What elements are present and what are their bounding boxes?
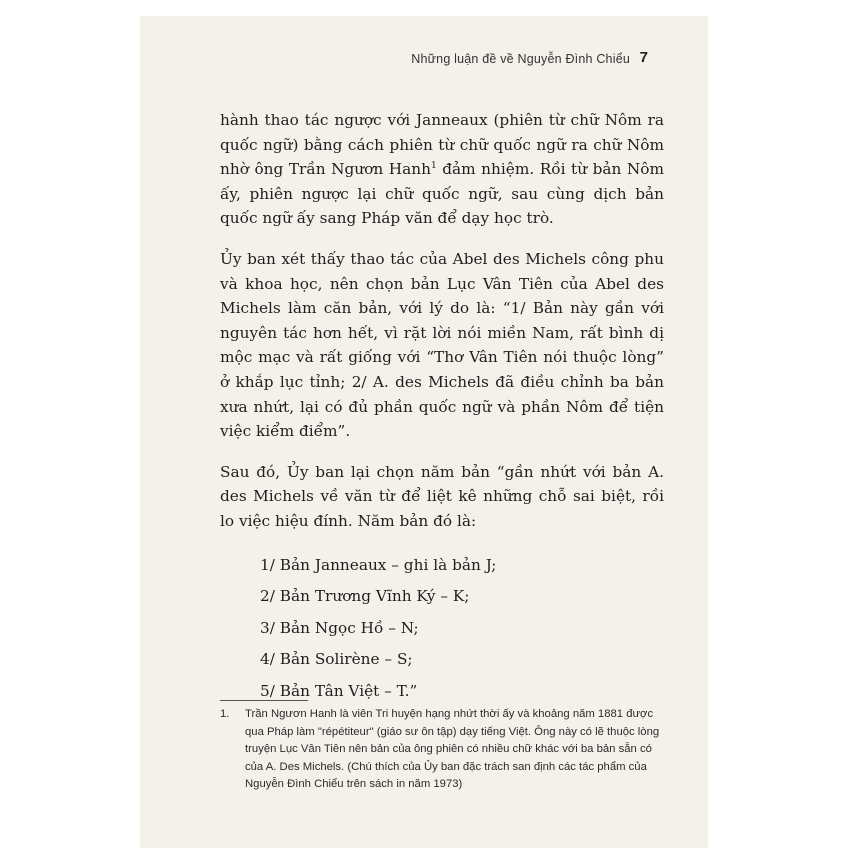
body-text	[220, 108, 664, 707]
edition-list	[260, 550, 664, 708]
footnote-divider	[220, 700, 308, 701]
paragraph-1-text-b: đảm nhiệm. Rồi từ bản Nôm ấy, phiên ngược lại chữ quốc ngữ, sau cùng dịch bản quốc ngữ ấy sang Pháp văn để dạy học trò.	[220, 160, 664, 228]
paragraph-3: Sau đó, Ủy ban lại chọn năm bản “gần nhứt với bản A. des Michels về văn từ để liệt kê những chỗ sai biệt, rồi lo việc hiệu đính. Năm bản đó là:	[220, 462, 664, 530]
footnote-marker: 1	[430, 161, 437, 172]
paragraph-2: Ủy ban xét thấy thao tác của Abel des Michels công phu và khoa học, nên chọn bản Lục Vân Tiên của Abel des Michels làm căn bản, với lý do là: “1/ Bản này gần với nguyên tác hơn hết, vì rặt lời nói miền Nam, rất bình dị mộc mạc và rất giống với “Thơ Vân Tiên nói thuộc lòng” ở khắp lục tỉnh; 2/ A. des Michels đã điều chỉnh ba bản xưa nhứt, lại có đủ phần quốc ngữ và phần Nôm để tiện việc kiểm điểm”.	[220, 249, 664, 441]
paragraph-1-text-a: hành thao tác ngược với Janneaux (phiên từ chữ Nôm ra quốc ngữ) bằng cách phiên từ chữ quốc ngữ ra chữ Nôm nhờ ông Trần Ngươn Hanh	[220, 111, 664, 179]
list-item: 2/ Bản Trương Vĩnh Ký – K;	[260, 587, 470, 605]
page-number: 7	[639, 49, 648, 66]
footnote-number: 1.	[220, 708, 230, 720]
footnote	[220, 706, 668, 794]
list-item: 1/ Bản Janneaux – ghi là bản J;	[260, 555, 497, 574]
list-item: 3/ Bản Ngọc Hồ – N;	[260, 618, 419, 637]
running-title: Những luận đề về Nguyễn Đình Chiểu	[411, 52, 630, 66]
paragraph-1	[220, 108, 664, 231]
list-item: 4/ Bản Solirène – S;	[260, 650, 413, 668]
footnote-text: Trần Ngươn Hanh là viên Tri huyện hạng nhứt thời ấy và khoảng năm 1881 được qua Pháp làm "répétiteur" (giáo sư ôn tập) dạy tiếng Việt. Ông này có lẽ thuộc lòng truyện Lục Vân Tiên nên bản của ông phiên có nhiều chữ khác với ba bản sẵn có của A. Des Michels. (Chú thích của Ủy ban đặc trách san định các tác phẩm của Nguyễn Đình Chiểu trên sách in năm 1973)	[245, 708, 660, 790]
list-item: 5/ Bản Tân Việt – T.”	[260, 681, 418, 700]
book-page	[140, 16, 708, 848]
